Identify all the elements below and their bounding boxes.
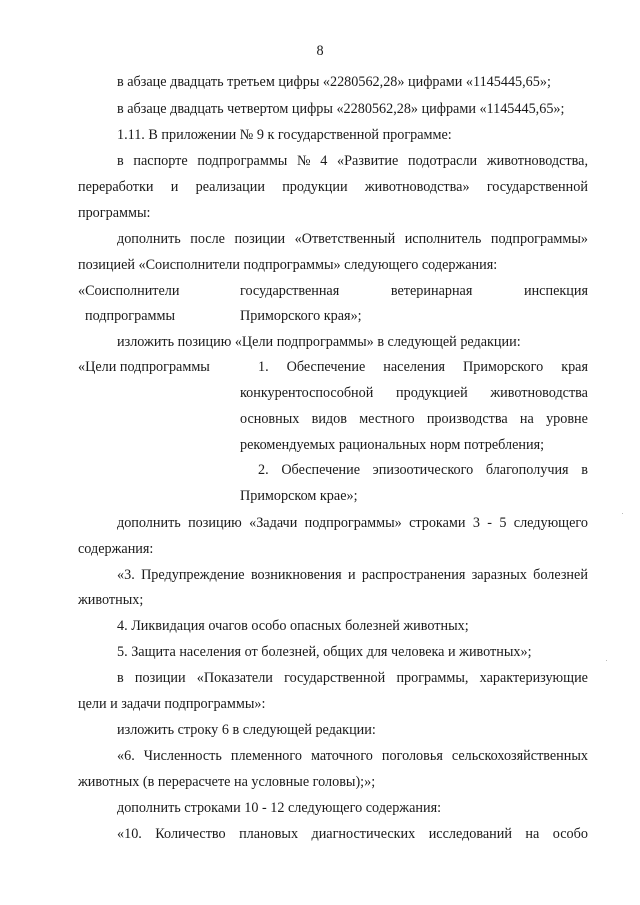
paragraph-line: программы: bbox=[78, 205, 151, 221]
paragraph-line: 1.11. В приложении № 9 к государственной программе: bbox=[117, 127, 452, 143]
table-value-justified: 1. Обеспечение населения Приморского края bbox=[258, 359, 588, 375]
paragraph-line: животных; bbox=[78, 592, 144, 608]
paragraph-line: изложить позицию «Цели подпрограммы» в следующей редакции: bbox=[117, 334, 521, 350]
paragraph-line-justified: «3. Предупреждение возникновения и распространения заразных болезней bbox=[117, 567, 588, 583]
paragraph-line: изложить строку 6 в следующей редакции: bbox=[117, 722, 376, 738]
paragraph-line-justified: переработки и реализации продукции животноводства» государственной bbox=[78, 179, 588, 195]
paragraph-line: в абзаце двадцать четвертом цифры «2280562,28» цифрами «1145445,65»; bbox=[117, 101, 565, 117]
paragraph-line: цели и задачи подпрограммы»: bbox=[78, 696, 266, 712]
table-value: Приморском крае»; bbox=[240, 488, 358, 504]
table-value-justified: основных видов местного производства на уровне bbox=[240, 411, 588, 427]
paragraph-line: позицией «Соисполнители подпрограммы» следующего содержания: bbox=[78, 257, 498, 273]
paragraph-line-justified: в паспорте подпрограммы № 4 «Развитие подотрасли животноводства, bbox=[117, 153, 588, 169]
table-label: «Цели подпрограммы bbox=[78, 359, 210, 375]
table-value: рекомендуемых рациональных норм потребления; bbox=[240, 437, 545, 453]
paragraph-line: в абзаце двадцать третьем цифры «2280562,28» цифрами «1145445,65»; bbox=[117, 74, 551, 90]
table-value-justified: конкурентоспособной продукцией животноводства bbox=[240, 385, 588, 401]
paragraph-line: содержания: bbox=[78, 541, 154, 557]
paragraph-line-justified: «10. Количество плановых диагностических исследований на особо bbox=[117, 826, 588, 842]
paragraph-line: 4. Ликвидация очагов особо опасных болезней животных; bbox=[117, 618, 469, 634]
table-value-justified: государственная ветеринарная инспекция bbox=[240, 283, 588, 299]
scan-speck bbox=[622, 513, 623, 514]
paragraph-line-justified: дополнить после позиции «Ответственный исполнитель подпрограммы» bbox=[117, 231, 588, 247]
paragraph-line-justified: в позиции «Показатели государственной программы, характеризующие bbox=[117, 670, 588, 686]
paragraph-line-justified: дополнить позицию «Задачи подпрограммы» строками 3 - 5 следующего bbox=[117, 515, 588, 531]
paragraph-line: 5. Защита населения от болезней, общих для человека и животных»; bbox=[117, 644, 532, 660]
table-value-justified: 2. Обеспечение эпизоотического благополучия в bbox=[258, 462, 588, 478]
table-value: Приморского края»; bbox=[240, 308, 362, 324]
page-number: 8 bbox=[316, 43, 324, 59]
paragraph-line: животных (в перерасчете на условные головы);»; bbox=[78, 774, 376, 790]
table-label: «Соисполнители bbox=[78, 283, 180, 299]
paragraph-line-justified: «6. Численность племенного маточного поголовья сельскохозяйственных bbox=[117, 748, 588, 764]
table-label: подпрограммы bbox=[85, 308, 175, 324]
scan-speck bbox=[606, 660, 607, 661]
paragraph-line: дополнить строками 10 - 12 следующего содержания: bbox=[117, 800, 442, 816]
